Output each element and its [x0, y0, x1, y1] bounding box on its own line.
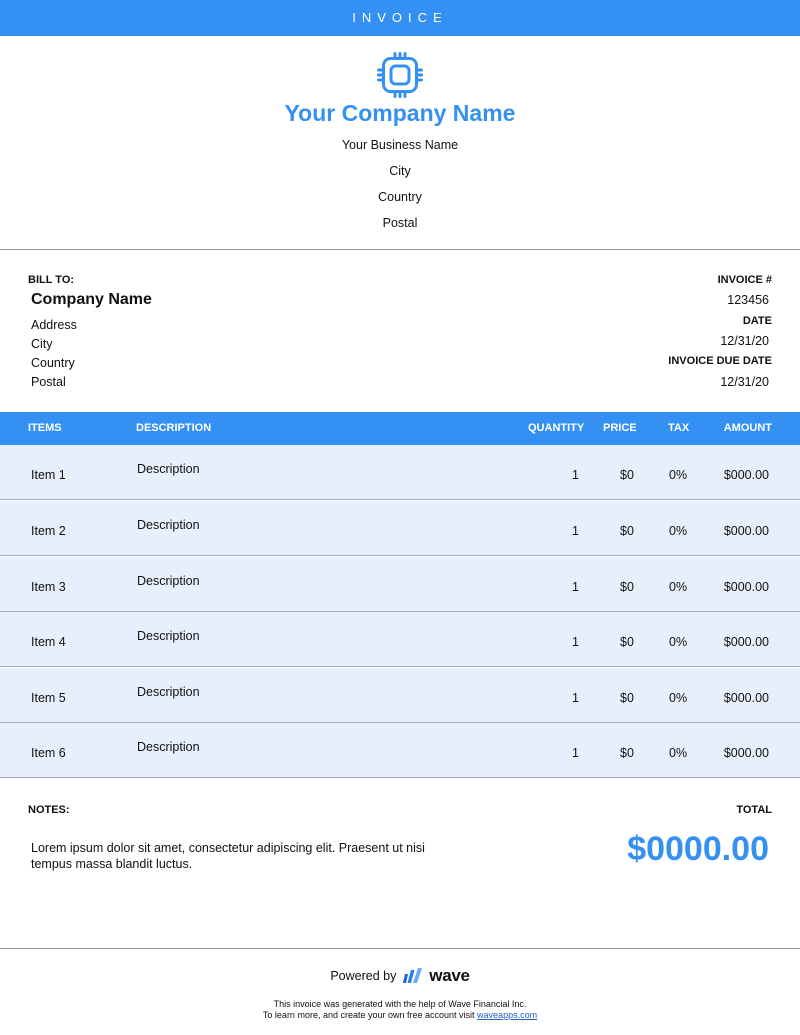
footer-line-2-text: To learn more, and create your own free account visit	[262, 1010, 475, 1020]
table-row	[0, 501, 800, 556]
row-description: Description	[137, 574, 200, 588]
invoice-title: INVOICE	[352, 10, 448, 25]
wave-brand: wave	[429, 966, 470, 985]
footer-line-2	[0, 1010, 800, 1020]
col-description: DESCRIPTION	[136, 422, 212, 434]
row-tax: 0%	[669, 468, 688, 482]
row-tax: 0%	[669, 580, 688, 594]
col-items: ITEMS	[28, 422, 62, 434]
row-quantity: 1	[572, 691, 579, 705]
row-description: Description	[137, 740, 200, 754]
row-amount: $000.00	[723, 580, 769, 594]
row-price: $0	[620, 635, 634, 649]
powered-by	[0, 966, 800, 986]
date-label: DATE	[742, 315, 772, 327]
powered-by-label: Powered by	[330, 969, 397, 983]
row-price: $0	[620, 468, 634, 482]
row-description: Description	[137, 685, 200, 699]
business-name: Your Business Name	[341, 138, 459, 152]
row-item: Item 1	[31, 468, 66, 482]
footer-line-1: This invoice was generated with the help of Wave Financial Inc.	[273, 999, 527, 1009]
notes-text: Lorem ipsum dolor sit amet, consectetur adipiscing elit. Praesent ut nisi tempus massa blandit luctus.	[31, 841, 425, 871]
row-quantity: 1	[572, 524, 579, 538]
items-table-header	[0, 412, 800, 445]
due-date-label: INVOICE DUE DATE	[668, 355, 772, 367]
col-price: PRICE	[603, 422, 637, 434]
company-name: Your Company Name	[284, 100, 516, 126]
notes-label: NOTES:	[28, 804, 70, 816]
row-tax: 0%	[669, 746, 688, 760]
table-row	[0, 445, 800, 500]
bill-to-postal: Postal	[31, 375, 66, 389]
row-price: $0	[620, 746, 634, 760]
company-postal: Postal	[382, 216, 418, 230]
row-item: Item 2	[31, 524, 66, 538]
invoice-number-label: INVOICE #	[717, 274, 772, 286]
row-item: Item 5	[31, 691, 66, 705]
row-quantity: 1	[572, 468, 579, 482]
row-description: Description	[137, 518, 200, 532]
row-price: $0	[620, 691, 634, 705]
table-row	[0, 723, 800, 778]
header-divider	[0, 249, 800, 250]
bill-to-city: City	[31, 337, 53, 351]
row-tax: 0%	[669, 524, 688, 538]
footer-divider	[0, 948, 800, 949]
col-quantity: QUANTITY	[528, 422, 585, 434]
row-item: Item 3	[31, 580, 66, 594]
invoice-number: 123456	[727, 293, 769, 307]
row-tax: 0%	[669, 635, 688, 649]
col-amount: AMOUNT	[723, 422, 772, 434]
company-country: Country	[378, 190, 422, 204]
bill-to-company: Company Name	[31, 291, 152, 308]
company-city: City	[389, 164, 411, 178]
row-price: $0	[620, 524, 634, 538]
row-quantity: 1	[572, 635, 579, 649]
invoice-header-bar	[0, 0, 800, 36]
table-row	[0, 668, 800, 723]
invoice-due-date: 12/31/20	[720, 375, 769, 389]
total-amount: $0000.00	[627, 830, 769, 868]
total-label: TOTAL	[736, 804, 772, 816]
row-amount: $000.00	[723, 468, 769, 482]
row-amount: $000.00	[723, 746, 769, 760]
bill-to-label: BILL TO:	[28, 274, 75, 286]
row-price: $0	[620, 580, 634, 594]
row-tax: 0%	[669, 691, 688, 705]
invoice-date: 12/31/20	[720, 334, 769, 348]
row-description: Description	[137, 462, 200, 476]
table-row	[0, 612, 800, 667]
row-item: Item 4	[31, 635, 66, 649]
wave-logo-icon	[403, 968, 425, 984]
bill-to-country: Country	[31, 356, 75, 370]
table-row	[0, 557, 800, 612]
waveapps-link[interactable]: waveapps.com	[477, 1010, 538, 1020]
row-amount: $000.00	[723, 635, 769, 649]
col-tax: TAX	[668, 422, 690, 434]
bill-to-address: Address	[31, 318, 77, 332]
row-item: Item 6	[31, 746, 66, 760]
row-quantity: 1	[572, 746, 579, 760]
chip-icon	[376, 51, 424, 99]
row-quantity: 1	[572, 580, 579, 594]
row-description: Description	[137, 629, 200, 643]
row-amount: $000.00	[723, 524, 769, 538]
row-amount: $000.00	[723, 691, 769, 705]
